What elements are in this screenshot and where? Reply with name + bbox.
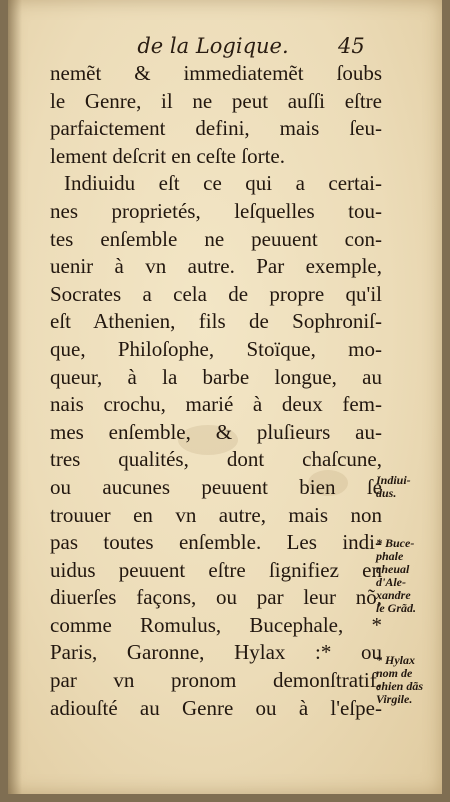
text-line: nes proprietés, leſquelles tou- [50, 198, 382, 223]
text-line: parfaictement defini, mais ſeu- [50, 116, 382, 141]
text-line: Paris, Garonne, Hylax :* ou [50, 640, 382, 665]
margin-note-hylax: * Hylax nom de chien dãs Virgile. [376, 653, 424, 706]
text-line: trouuer en vn autre, mais non [50, 502, 382, 527]
book-page [8, 0, 442, 794]
text-line: adiouſté au Genre ou à l'eſpe- [50, 695, 382, 720]
text-line: le Genre, il ne peut auſſi eſtre [50, 88, 382, 113]
text-line: nemẽt & immediatemẽt ſoubs [50, 61, 382, 85]
text-line: que, Philoſophe, Stoïque, mo- [50, 336, 382, 361]
gutter-shadow [8, 0, 22, 794]
text-line: Indiuidu eſt ce qui a certai- [64, 171, 382, 196]
text-line: par vn pronom demonſtratif, [50, 668, 382, 693]
running-head: de la Logique. [137, 34, 289, 58]
page-number: 45 [338, 34, 365, 58]
text-line: tes enſemble ne peuuent con- [50, 226, 382, 251]
text-line: uidus peuuent eſtre ſignifiez en [50, 557, 382, 582]
text-line: queur, à la barbe longue, au [50, 364, 382, 389]
text-line: comme Romulus, Bucephale, * [50, 612, 382, 637]
text-line: ou aucunes peuuent bien ſe [50, 474, 382, 499]
text-line: eſt Athenien, fils de Sophroniſ- [50, 309, 382, 334]
text-line: diuerſes façons, ou par leur nõ, [50, 585, 382, 610]
text-line: uenir à vn autre. Par exemple, [50, 254, 382, 279]
text-line: mes enſemble, & pluſieurs au- [50, 419, 382, 444]
margin-note-indiuidus: Indiui- dus. [376, 473, 411, 500]
text-line: Socrates a cela de propre qu'il [50, 281, 382, 306]
text-line: pas toutes enſemble. Les indi- [50, 530, 382, 555]
text-line: nais crochu, marié à deux fem- [50, 392, 382, 417]
body-text [50, 60, 382, 722]
text-line: lement deſcrit en ceſte ſorte. [50, 143, 285, 168]
text-line: tres qualités, dont chaſcune, [50, 447, 382, 472]
margin-note-bucephale: * Buce- phale cheual d'Ale- xandre le Grãd. [376, 536, 416, 615]
